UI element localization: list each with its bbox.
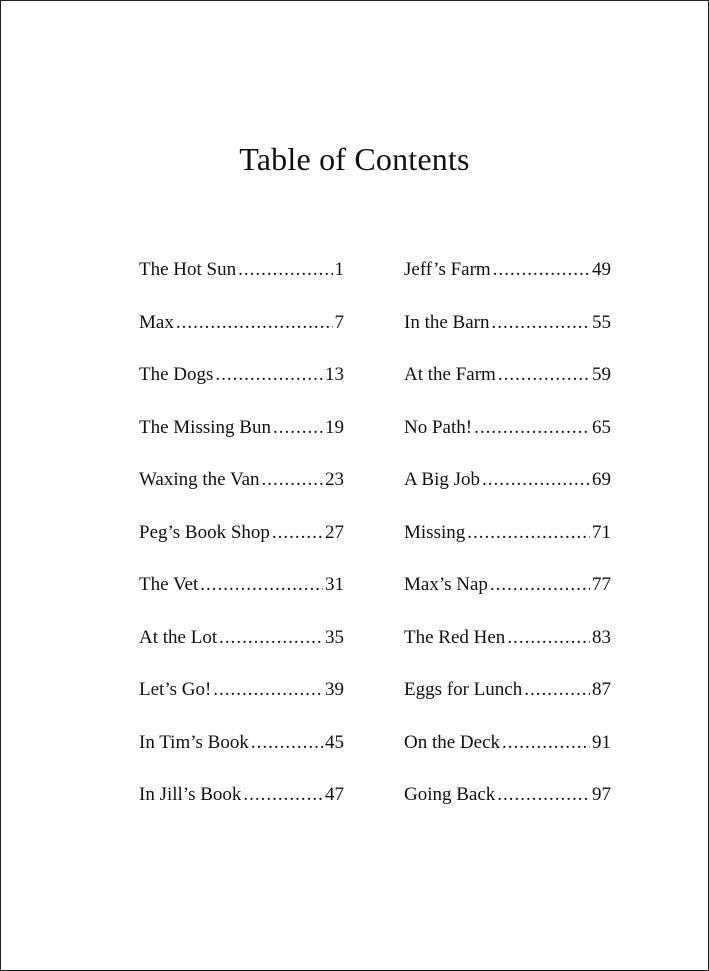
toc-entry-title: The Vet [139,574,199,595]
toc-entry-page: 19 [325,416,344,438]
dot-leader [474,417,590,439]
toc-column-left [139,259,344,837]
toc-entry-title: At the Farm [404,364,496,385]
toc-entry-page: 87 [592,679,611,700]
toc-entry-page: 97 [592,784,611,805]
toc-entry-title: The Missing Bun [139,416,271,438]
toc-entry-title: Waxing the Van [139,469,260,490]
toc-column-right [404,259,611,837]
toc-entry-title: On the Deck [404,731,501,753]
toc-entry-title: In the Barn [404,311,490,333]
toc-entry-page: 69 [592,469,611,490]
toc-entry-page: 39 [325,679,344,700]
toc-entry [139,259,344,312]
dot-leader [215,364,323,386]
dot-leader [272,522,323,544]
toc-entry [139,679,344,732]
toc-entry [139,364,344,417]
dot-leader [524,679,590,701]
toc-entry [404,469,611,522]
toc-entry-page: 59 [592,364,611,385]
toc-entry-page: 31 [325,574,344,595]
toc-entry [404,259,611,312]
toc-entry-title: No Path! [404,416,473,438]
dot-leader [497,784,590,806]
dot-leader [213,679,323,701]
toc-entry-page: 45 [325,731,344,753]
toc-entry-page: 13 [325,364,344,385]
toc-entry-title: The Dogs [139,364,214,385]
toc-entry-title: Eggs for Lunch [404,679,523,700]
toc-entry-title: Jeff’s Farm [404,259,491,280]
dot-leader [273,417,323,439]
toc-entry-page: 65 [592,416,611,438]
dot-leader [200,574,323,596]
toc-entry-title: At the Lot [139,626,218,648]
dot-leader [490,574,590,596]
toc-entry-page: 91 [592,731,611,753]
toc-entry-page: 27 [325,521,344,543]
toc-entry [139,312,344,365]
page-title: Table of Contents [239,141,470,177]
toc-entry-page: 55 [592,311,611,333]
toc-entry-title: Max’s Nap [404,574,488,595]
dot-leader [491,312,590,334]
dot-leader [262,469,323,491]
toc-entry-title: The Hot Sun [139,259,237,280]
toc-entry-page: 47 [325,784,344,805]
toc-entry-title: Let’s Go! [139,679,212,700]
toc-entry-page: 7 [334,311,344,333]
toc-entry [404,574,611,627]
toc-entry-title: A Big Job [404,469,481,490]
toc-entry [404,312,611,365]
toc-entry-page: 49 [592,259,611,280]
toc-entry-title: Max [139,311,174,333]
toc-entry-page: 83 [592,626,611,648]
toc-entry [139,574,344,627]
toc-entry-page: 35 [325,626,344,648]
dot-leader [219,627,323,649]
toc-entry [139,522,344,575]
toc-entry-page: 77 [592,574,611,595]
toc-entry-title: Going Back [404,784,496,805]
toc-entry-title: In Jill’s Book [139,784,242,805]
dot-leader [243,784,323,806]
dot-leader [507,627,590,649]
toc-entry [139,469,344,522]
toc-entry [139,627,344,680]
toc-entry-title: Peg’s Book Shop [139,521,270,543]
toc-entry [139,784,344,837]
toc-entry [404,627,611,680]
toc-entry-page: 23 [325,469,344,490]
toc-entry-title: In Tim’s Book [139,731,249,753]
toc-entry-title: The Red Hen [404,626,506,648]
toc-entry [139,417,344,470]
dot-leader [238,259,332,281]
toc-entry [404,522,611,575]
toc-entry [139,732,344,785]
toc-entry [404,784,611,837]
toc-entry-title: Missing [404,521,466,543]
dot-leader [482,469,590,491]
toc-entry [404,732,611,785]
dot-leader [498,364,590,386]
dot-leader [467,522,590,544]
dot-leader [502,732,590,754]
dot-leader [176,312,333,334]
dot-leader [493,259,590,281]
toc-entry [404,364,611,417]
toc-entry-page: 1 [334,259,344,280]
dot-leader [251,732,323,754]
toc-entry-page: 71 [592,521,611,543]
toc-entry [404,417,611,470]
toc-entry [404,679,611,732]
